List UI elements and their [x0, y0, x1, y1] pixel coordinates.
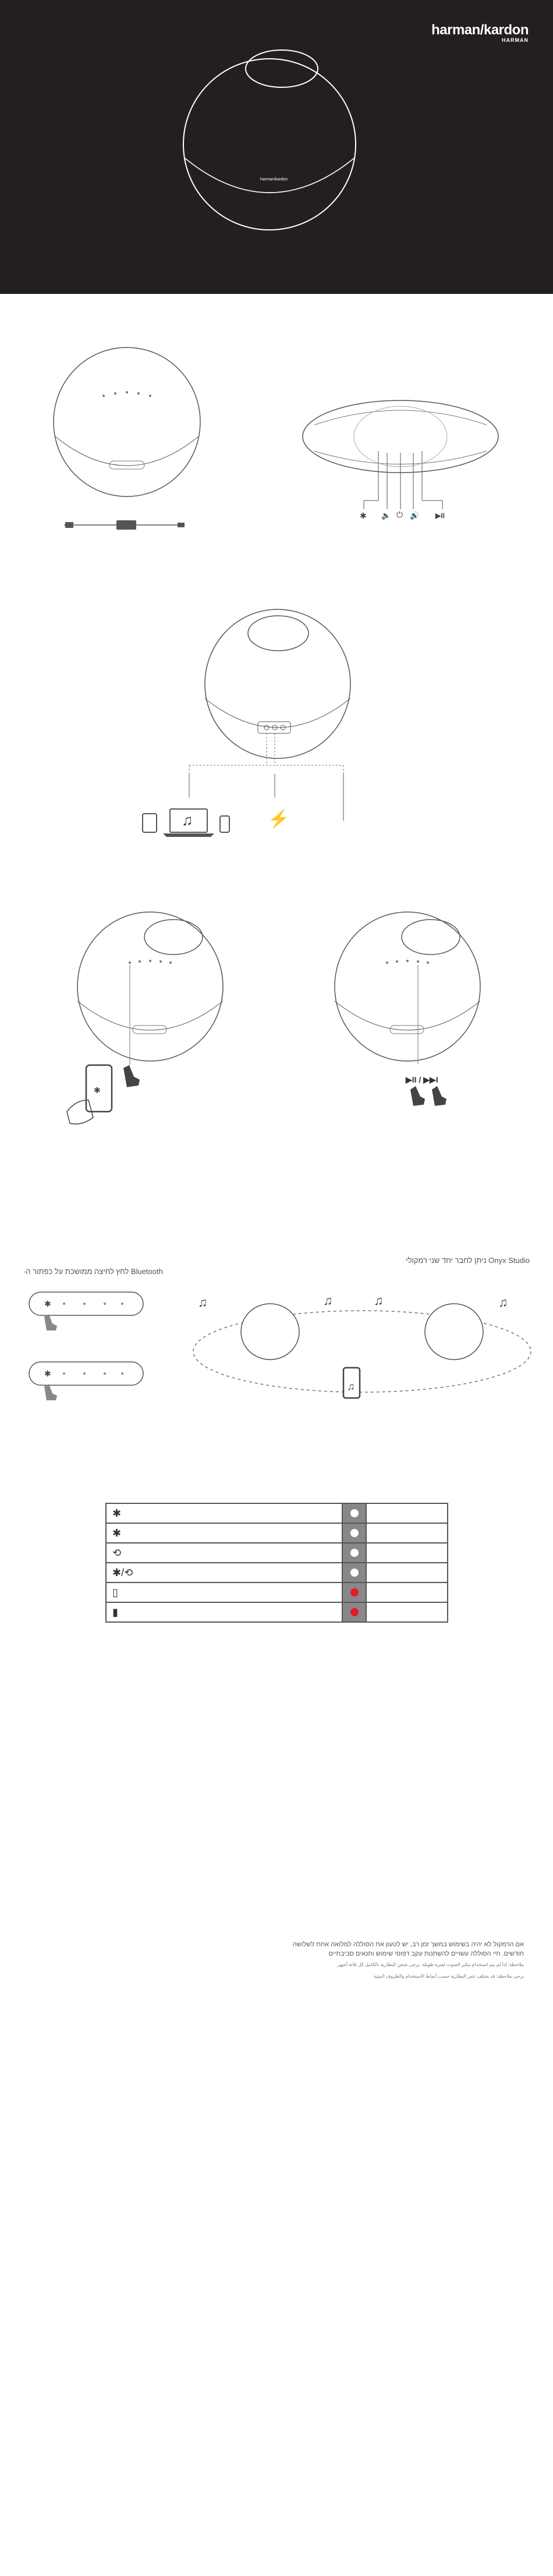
music-note-icon: ♫	[182, 811, 193, 829]
music-note-icon: ♫	[374, 1293, 384, 1308]
play-pause-icon: ▶II	[435, 512, 445, 520]
phone-bluetooth-icon: ✱	[94, 1085, 101, 1095]
battery-note-line2: חודשים. חיי הסוללה עשויים להשתנות עקב דפוסי שימוש ותנאים סביבתיים	[328, 1950, 524, 1957]
led-indicator-cell	[342, 1523, 367, 1543]
led-description-cell	[366, 1602, 448, 1622]
volume-up-icon: 🔊	[410, 511, 420, 520]
svg-text:✱: ✱	[44, 1369, 51, 1379]
battery-note-line3: ملاحظة: إذا لم يتم استخدام مكبر الصوت لفترة طويلة، يرجى شحن البطارية بالكامل كل ثلاثة أشهر	[338, 1962, 524, 1967]
brand-name: harman/kardon	[431, 22, 529, 38]
power-icon: ⏻	[396, 510, 403, 519]
battery-note-line1: אם הרמקול לא יהיה בשימוש במשך זמן רב, יש לטעון את הסוללה למלואה אחת לשלושה	[292, 1941, 524, 1948]
led-row	[106, 1582, 448, 1602]
battery-icon: ▮	[106, 1602, 342, 1622]
hero-section	[0, 0, 553, 294]
led-dot	[350, 1509, 359, 1517]
bluetooth-icon: ✱	[360, 511, 367, 520]
led-row	[106, 1602, 448, 1622]
battery-note-line4: يرجى ملاحظة: قد يختلف عمر البطارية حسب أنماط الاستخدام والظروف البيئية	[373, 1974, 524, 1979]
phone-icon: ▯	[106, 1582, 342, 1602]
overview-diagram	[0, 326, 553, 535]
led-indicator-cell	[342, 1602, 367, 1622]
music-note-icon: ♫	[198, 1295, 208, 1310]
brand-logo	[431, 22, 529, 43]
bluetooth-link-icon: ✱/⟲	[106, 1563, 342, 1582]
led-dot	[350, 1608, 359, 1616]
led-row	[106, 1523, 448, 1543]
music-note-icon: ♫	[498, 1295, 508, 1310]
charging-bolt-icon: ⚡	[268, 810, 290, 829]
led-description-cell	[366, 1563, 448, 1582]
led-dot	[350, 1549, 359, 1557]
phone-music-icon: ♫	[347, 1381, 355, 1392]
led-dot	[350, 1529, 359, 1537]
led-description-cell	[366, 1523, 448, 1543]
led-indicator-cell	[342, 1563, 367, 1582]
brand-sub: HARMAN	[502, 37, 529, 43]
led-description-cell	[366, 1582, 448, 1602]
led-dot	[350, 1588, 359, 1596]
led-row	[106, 1563, 448, 1582]
volume-down-icon: 🔈	[381, 511, 391, 520]
link-icon: ⟲	[106, 1543, 342, 1563]
pairing-diagram	[0, 908, 553, 1129]
multi-speaker-instruction: Onyx Studio ניתן לחבר יחד שני רמקולי	[406, 1256, 530, 1265]
speaker-logo: harman/kardon	[260, 178, 288, 182]
led-description-cell	[366, 1503, 448, 1523]
bluetooth-hold-instruction: Bluetooth לחץ לחיצה ממושכת על כפתור ה-	[23, 1267, 163, 1276]
bluetooth-icon: ✱	[106, 1523, 342, 1543]
bluetooth-icon: ✱	[106, 1503, 342, 1523]
led-row	[106, 1543, 448, 1563]
led-dot	[350, 1569, 359, 1577]
led-indicator-cell	[342, 1543, 367, 1563]
multi-speaker-diagram	[0, 1280, 553, 1432]
music-note-icon: ♫	[323, 1293, 333, 1308]
led-description-cell	[366, 1543, 448, 1563]
led-row	[106, 1503, 448, 1523]
play-pause-next-icon: ▶II / ▶▶I	[406, 1075, 438, 1084]
led-indicator-cell	[342, 1503, 367, 1523]
led-indicator-cell	[342, 1582, 367, 1602]
svg-text:✱: ✱	[44, 1300, 51, 1309]
hero-speaker-illustration	[0, 0, 553, 294]
led-status-table	[105, 1503, 448, 1623]
